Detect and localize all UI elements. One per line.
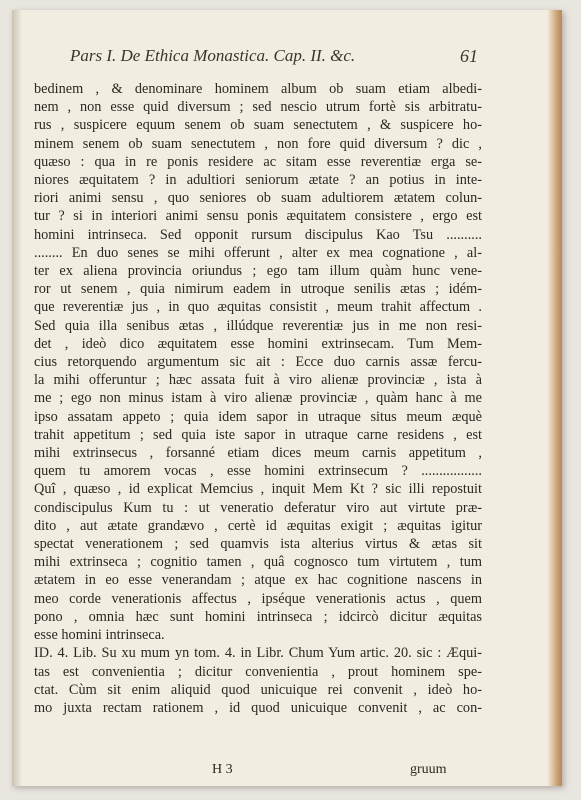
text-line: quæso : qua in re ponis residere ac sitam esse reverentiæ erga se- bbox=[34, 153, 482, 170]
text-line: condiscipulus Kum tu : ut veneratio deferatur viro aut virtute præ- bbox=[34, 499, 482, 516]
text-line: quem tu amorem vocas , esse homini extrinsecum ? ................. bbox=[34, 463, 482, 480]
text-line: ætatem in eo esse venerandam ; atque ex hac cognitione nascens in bbox=[34, 572, 482, 589]
page-number: 61 bbox=[460, 46, 478, 66]
page-edge bbox=[548, 10, 562, 786]
signature-mark: H 3 bbox=[212, 762, 233, 777]
text-line: cius retorquendo argumentum sic ait : Ecce duo carnis assæ fercu- bbox=[34, 354, 482, 371]
text-line: pono , omnia hæc sunt homini intrinseca ; idcircò dicitur æquitas bbox=[34, 608, 482, 625]
text-line: trahit appetitum ; sed quia iste sapor in utraque carne residens , est bbox=[34, 426, 482, 443]
text-line: esse homini intrinseca. bbox=[34, 627, 165, 644]
text-line: la mihi offeruntur ; hæc assata fuit à viro alienæ provinciæ , ista à bbox=[34, 372, 482, 389]
catchword: gruum bbox=[410, 762, 447, 777]
text-line: ror ut senem , quia nimirum eadem in utroque senilis ætas ; idém- bbox=[34, 281, 482, 298]
text-line: dito , aut ætate grandævo , certè id æquitas exigit ; æquitas igitur bbox=[34, 517, 482, 534]
text-line: mo juxta rectam rationem , id quod unicuique convenit , ac con- bbox=[34, 699, 482, 716]
text-line: ........ En duo senes se mihi offerunt , alter ex mea cognatione , al- bbox=[34, 244, 482, 261]
text-line: nem , non esse quid diversum ; sed nescio utrum fortè sis arbitratu- bbox=[34, 99, 482, 116]
text-line: homini intrinseca. Sed opponit rursum discipulus Kao Tsu .......... bbox=[34, 226, 482, 243]
text-line: tur ? si in interiori animi sensu ponis æquitatem consistere , ergo est bbox=[34, 208, 482, 225]
text-line: mihi extrinsecus , forsanné etiam dices meum carnis appetitum , bbox=[34, 445, 482, 462]
text-line: tas est convenientia ; dicitur convenientia , prout hominem spe- bbox=[34, 663, 482, 680]
text-line: riori animi sensu , quo seniores ob suam adultiorem ætatem colun- bbox=[34, 190, 482, 207]
text-line: ID. 4. Lib. Su xu mum yn tom. 4. in Libr. Chum Yum artic. 20. sic : Æqui- bbox=[34, 645, 482, 662]
running-title: Pars I. De Ethica Monastica. Cap. II. &c. bbox=[70, 46, 356, 65]
text-line: Quî , quæso , id explicat Memcius , inquit Mem Kt ? sic illi repostuit bbox=[34, 481, 482, 498]
text-line: Sed quia illa senibus ætas , illúdque reverentiæ jus in me non resi- bbox=[34, 317, 482, 334]
page-gutter-shadow bbox=[12, 10, 22, 786]
text-line: meo corde venerationis affectus , ipséque venerationis actus , quem bbox=[34, 590, 482, 607]
text-line: minem senem ob suam senectutem , non fore quid diversum ? dic , bbox=[34, 135, 482, 152]
text-line: ter ex aliena provincia oriundus ; ego tam illum quàm hunc vene- bbox=[34, 263, 482, 280]
text-line: bedinem , & denominare hominem album ob suam etiam albedi- bbox=[34, 81, 482, 97]
text-line: det , ideò dico æquitatem esse homini extrinsecam. Tum Mem- bbox=[34, 335, 482, 352]
body-text bbox=[34, 80, 482, 717]
text-line: me ; ego non minus istam à viro alienæ provinciæ , quàm hanc à me bbox=[34, 390, 482, 407]
text-line: ipso assatam appeto ; quia idem sapor in utraque situs meum æquè bbox=[34, 408, 482, 425]
text-line: niores æquitatem ? in adultiori seniorum ætate ? an potius in inte- bbox=[34, 172, 482, 189]
text-line: spectat venerationem ; sed quamvis ista alterius virtus & ætas sit bbox=[34, 536, 482, 553]
text-line: mihi extrinseca ; cognitio tamen , quâ cognosco tum virtutem , tum bbox=[34, 554, 482, 571]
text-line: que reverentiæ jus , in quo æquitas consistit , meum trahit affectum . bbox=[34, 299, 482, 316]
book-page bbox=[12, 10, 562, 786]
text-line: ctat. Cùm sit enim aliquid quod unicuique rei convenit , ideò ho- bbox=[34, 681, 482, 698]
text-line: rus , suspicere equum senem ob suam senectutem , & suspicere ho- bbox=[34, 117, 482, 134]
